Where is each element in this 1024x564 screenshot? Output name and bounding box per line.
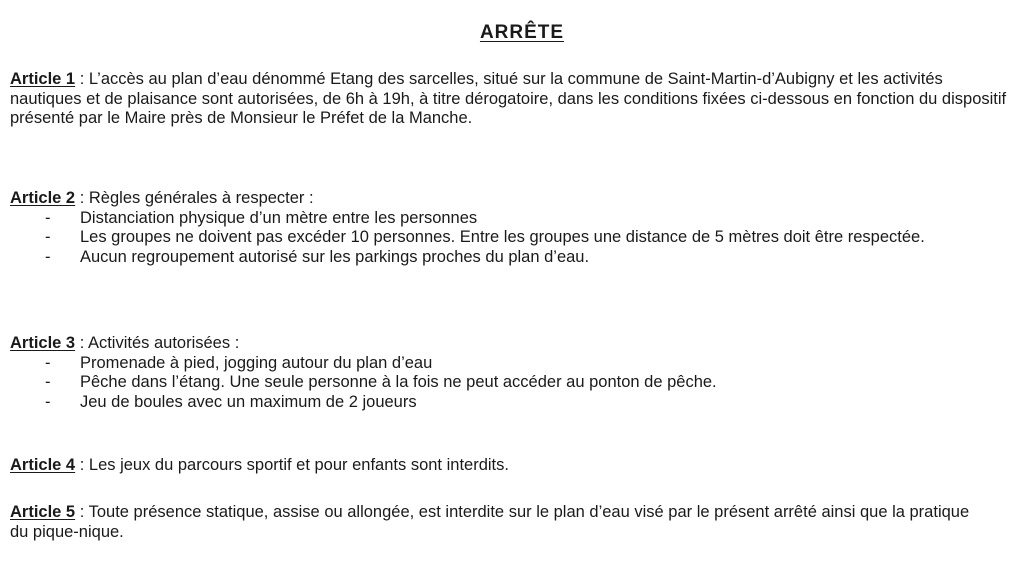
article-5-separator: : — [75, 503, 89, 521]
article-2-heading — [10, 189, 1015, 209]
bullet-dash: - — [45, 247, 51, 266]
list-item-text: Promenade à pied, jogging autour du plan d’eau — [80, 353, 433, 372]
article-4-separator: : — [75, 456, 89, 474]
list-item — [10, 248, 1015, 268]
article-2-text: Règles générales à respecter : — [88, 189, 314, 207]
article-1-label: Article 1 — [10, 70, 76, 88]
article-3-separator: : — [75, 334, 88, 352]
bullet-dash: - — [45, 353, 51, 372]
article-2-separator: : — [75, 189, 89, 207]
article-1 — [10, 70, 1015, 129]
article-4-label: Article 4 — [10, 456, 76, 474]
document-title: ARRÊTE — [479, 22, 565, 43]
bullet-dash: - — [45, 373, 51, 391]
bullet-dash: - — [45, 208, 51, 227]
article-3 — [10, 334, 1015, 412]
list-item-text: Distanciation physique d’un mètre entre les personnes — [80, 208, 478, 227]
article-3-text: Activités autorisées : — [87, 334, 240, 352]
article-5 — [10, 503, 970, 542]
article-3-list — [10, 354, 1015, 413]
list-item — [10, 393, 1015, 413]
list-item — [10, 354, 1015, 374]
list-item-text: Les groupes ne doivent pas excéder 10 personnes. Entre les groupes une distance de 5 mètres doit être respectée. — [80, 228, 925, 246]
list-item — [10, 373, 1015, 393]
list-item — [10, 228, 1015, 248]
article-2-list — [10, 209, 1015, 268]
bullet-dash: - — [45, 228, 51, 246]
article-5-label: Article 5 — [10, 503, 76, 521]
list-item-text: Jeu de boules avec un maximum de 2 joueurs — [80, 392, 417, 411]
article-3-label: Article 3 — [10, 334, 76, 352]
article-1-separator: : — [75, 70, 89, 88]
list-item-text: Pêche dans l’étang. Une seule personne à la fois ne peut accéder au ponton de pêche. — [80, 373, 717, 391]
article-5-text: Toute présence statique, assise ou allongée, est interdite sur le plan d’eau visé par le présent arrêté ainsi que la pratique du pique-nique. — [10, 503, 970, 541]
article-1-text: L’accès au plan d’eau dénommé Etang des sarcelles, situé sur la commune de Saint-Martin-d’Aubigny et les activités nautiques et de plaisance sont autorisées, de 6h à 19h, à titre dérogatoire, dans les conditions fixées ci-dessous en fonction du dispositif présenté par le Maire près de Monsieur le Préfet de la Manche. — [10, 70, 1007, 127]
article-4 — [10, 456, 1015, 476]
article-4-text: Les jeux du parcours sportif et pour enfants sont interdits. — [88, 456, 509, 474]
list-item-text: Aucun regroupement autorisé sur les parkings proches du plan d’eau. — [80, 247, 590, 266]
bullet-dash: - — [45, 392, 51, 411]
article-3-heading — [10, 334, 1015, 354]
list-item — [10, 209, 1015, 229]
article-2-label: Article 2 — [10, 189, 76, 207]
article-2 — [10, 189, 1015, 267]
